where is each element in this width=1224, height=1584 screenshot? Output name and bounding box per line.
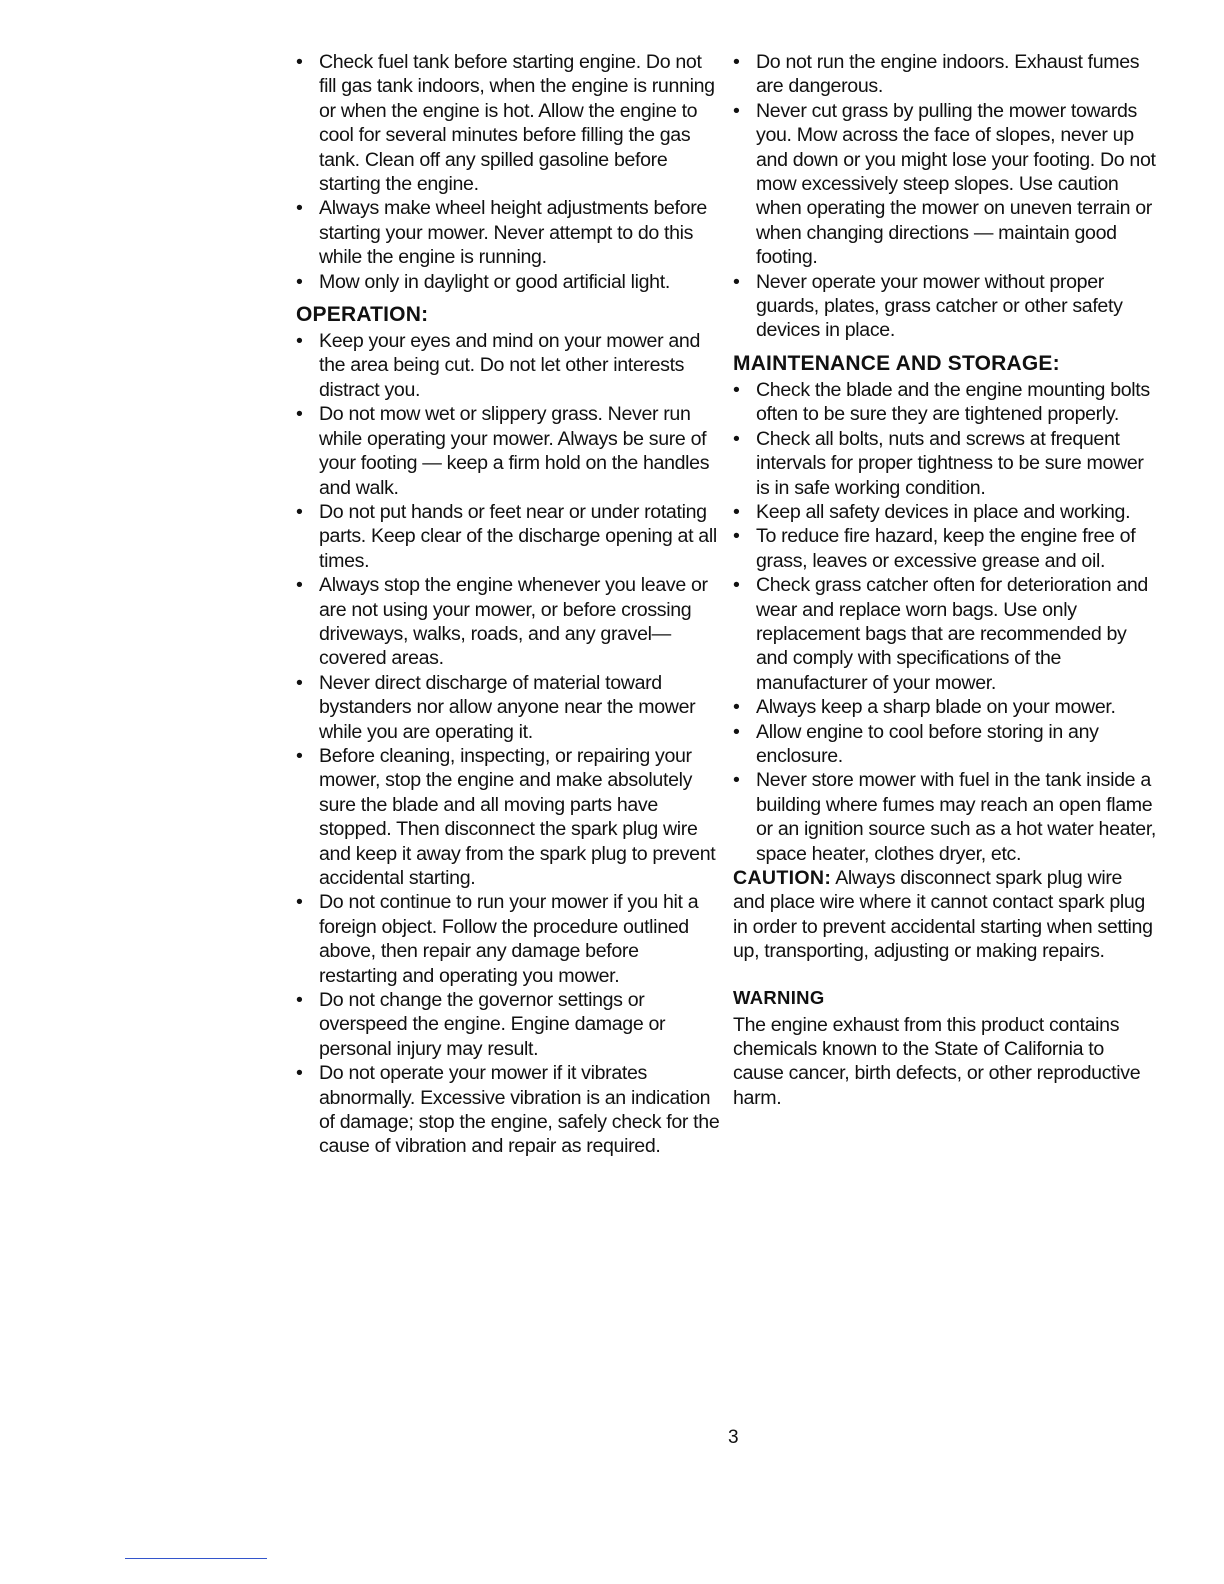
warning-text: The engine exhaust from this product contains chemicals known to the State of California to cause cancer, birth defects, or other reproductive harm. [733,1013,1141,1109]
list-item: • Always keep a sharp blade on your mower. [733,695,1158,719]
left-column [296,50,721,1159]
list-item: • Do not operate your mower if it vibrates abnormally. Excessive vibration is an indication of damage; stop the engine, safely check for the cause of vibration and repair as required. [296,1061,721,1159]
list-item: • Never cut grass by pulling the mower towards you. Mow across the face of slopes, never up and down or you might lose your footing. Do not mow excessively steep slopes. Use caution when operating the mower on uneven terrain or when changing directions — maintain good footing. [733,99,1158,270]
caution-text: Always disconnect spark plug wire and place wire where it cannot contact spark plug in order to prevent accidental starting when setting up, transporting, adjusting or making repairs. [733,867,1153,963]
caution-label: CAUTION: [733,867,832,889]
warning-heading: WARNING [733,986,825,1008]
list-item: • Keep your eyes and mind on your mower and the area being cut. Do not let other interests distract you. [296,329,721,402]
list-item: • Always make wheel height adjustments before starting your mower. Never attempt to do this while the engine is running. [296,196,721,269]
operation-heading: OPERATION: [296,303,429,327]
list-item: • Check the blade and the engine mounting bolts often to be sure they are tightened properly. [733,378,1158,427]
caution-paragraph [733,866,1158,964]
list-item: • Check all bolts, nuts and screws at frequent intervals for proper tightness to be sure mower is in safe working condition. [733,427,1158,500]
list-item: • Mow only in daylight or good artificial light. [296,270,721,294]
list-item: • Check grass catcher often for deterioration and wear and replace worn bags. Use only replacement bags that are recommended by and comply with specifications of the manufacturer of your mower. [733,573,1158,695]
list-item: • Do not mow wet or slippery grass. Never run while operating your mower. Always be sure of your footing — keep a firm hold on the handles and walk. [296,402,721,500]
list-item: • Do not put hands or feet near or under rotating parts. Keep clear of the discharge opening at all times. [296,500,721,573]
right-column [733,50,1158,1110]
list-item: • Do not change the governor settings or overspeed the engine. Engine damage or personal injury may result. [296,988,721,1061]
page-number: 3 [728,1427,739,1448]
list-item: • Check fuel tank before starting engine. Do not fill gas tank indoors, when the engine is running or when the engine is hot. Allow the engine to cool for several minutes before filling the gas tank. Clean off any spilled gasoline before starting the engine. [296,50,721,196]
list-item: • Keep all safety devices in place and working. [733,500,1158,524]
list-item: • Never direct discharge of material toward bystanders nor allow anyone near the mower while you are operating it. [296,671,721,744]
maintenance-heading: MAINTENANCE AND STORAGE: [733,351,1060,375]
list-item: • Never store mower with fuel in the tank inside a building where fumes may reach an open flame or an ignition source such as a hot water heater, space heater, clothes dryer, etc. [733,768,1158,866]
left-top-list [296,50,721,294]
operation-list [296,329,721,1159]
footer-rule [125,1558,267,1559]
list-item: • To reduce fire hazard, keep the engine free of grass, leaves or excessive grease and oil. [733,524,1158,573]
maintenance-list [733,378,1158,866]
list-item: • Never operate your mower without proper guards, plates, grass catcher or other safety devices in place. [733,270,1158,343]
list-item: • Do not continue to run your mower if you hit a foreign object. Follow the procedure outlined above, then repair any damage before restarting and operating you mower. [296,890,721,988]
list-item: • Do not run the engine indoors. Exhaust fumes are dangerous. [733,50,1158,99]
list-item: • Always stop the engine whenever you leave or are not using your mower, or before crossing driveways, walks, roads, and any gravel—covered areas. [296,573,721,671]
list-item: • Before cleaning, inspecting, or repairing your mower, stop the engine and make absolutely sure the blade and all moving parts have stopped. Then disconnect the spark plug wire and keep it away from the spark plug to prevent accidental starting. [296,744,721,890]
list-item: • Allow engine to cool before storing in any enclosure. [733,720,1158,769]
right-top-list [733,50,1158,343]
